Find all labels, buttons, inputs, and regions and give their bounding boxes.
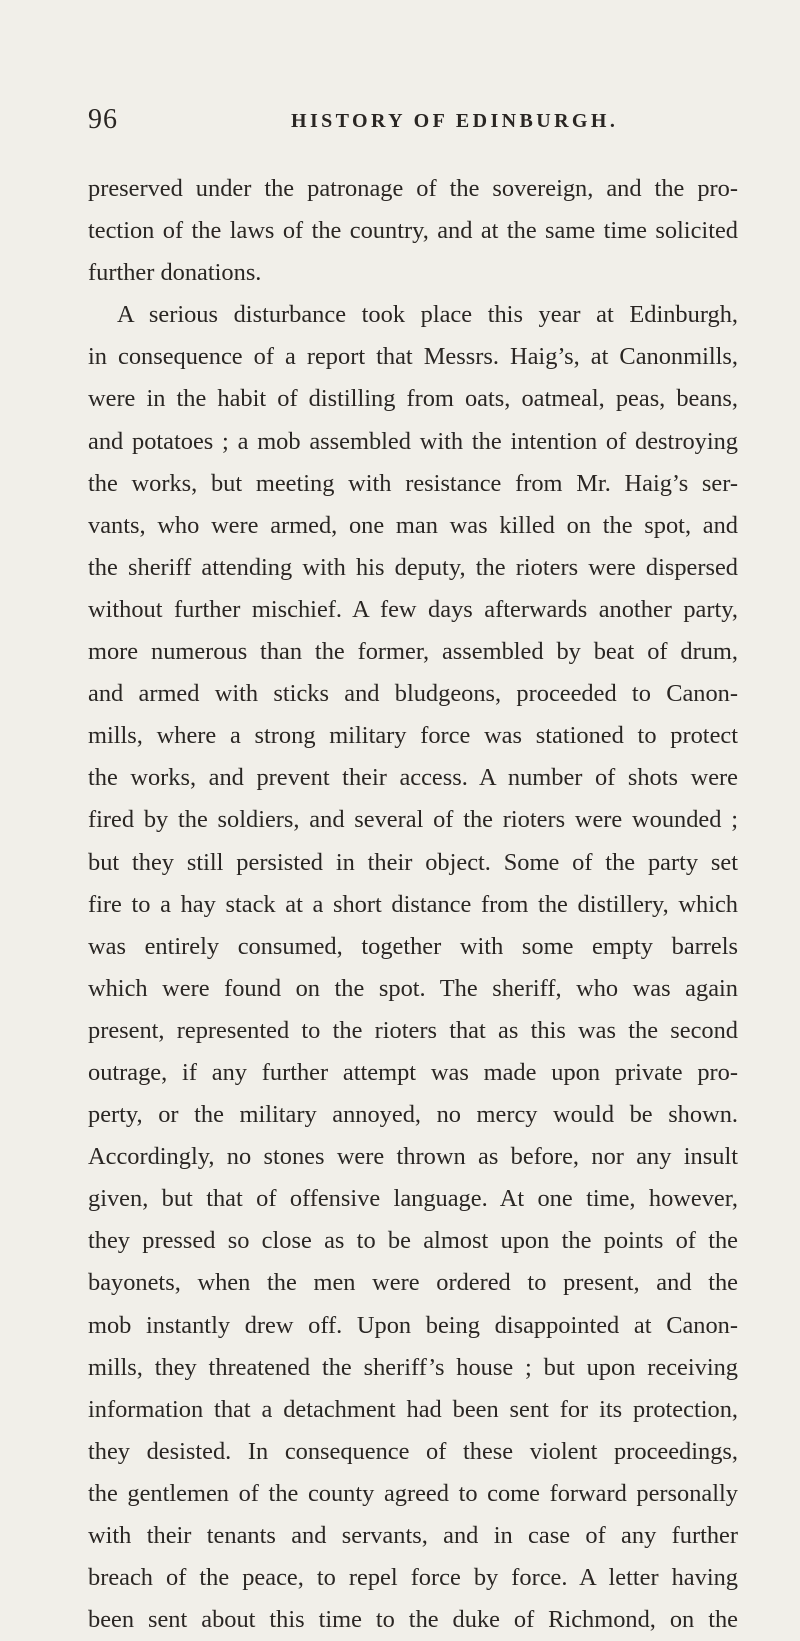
text-line: without further mischief. A few days afterwards another party,: [88, 595, 738, 623]
text-line: been sent about this time to the duke of Richmond, on the: [88, 1606, 738, 1634]
text-line: and potatoes ; a mob assembled with the intention of destroying: [88, 427, 738, 455]
page-header: [88, 104, 748, 144]
text-line: given, but that of offensive language. At one time, however,: [88, 1185, 738, 1213]
text-line: were in the habit of distilling from oats, oatmeal, peas, beans,: [88, 385, 738, 413]
running-head: HISTORY OF EDINBURGH.: [291, 110, 619, 132]
text-line: A serious disturbance took place this year at Edinburgh,: [117, 301, 738, 329]
text-line: mob instantly drew off. Upon being disappointed at Canon-: [88, 1311, 738, 1339]
text-line: was entirely consumed, together with some empty barrels: [88, 932, 738, 960]
text-line: breach of the peace, to repel force by force. A letter having: [88, 1564, 738, 1592]
text-line: present, represented to the rioters that as this was the second: [88, 1016, 738, 1044]
text-line: Accordingly, no stones were thrown as before, nor any insult: [88, 1143, 738, 1171]
text-line: they desisted. In consequence of these violent proceedings,: [88, 1437, 738, 1465]
page-number: 96: [88, 104, 118, 135]
text-line: perty, or the military annoyed, no mercy would be shown.: [88, 1101, 738, 1129]
text-line: fire to a hay stack at a short distance from the distillery, which: [88, 890, 738, 918]
text-line: which were found on the spot. The sheriff, who was again: [88, 974, 738, 1002]
text-line: the sheriff attending with his deputy, the rioters were dispersed: [88, 553, 738, 581]
text-line: the works, and prevent their access. A number of shots were: [88, 764, 738, 792]
text-line: bayonets, when the men were ordered to present, and the: [88, 1269, 738, 1297]
text-line: mills, they threatened the sheriff’s house ; but upon receiving: [88, 1353, 738, 1381]
text-line: and armed with sticks and bludgeons, proceeded to Canon-: [88, 680, 738, 708]
text-line: tection of the laws of the country, and at the same time solicited: [88, 217, 738, 245]
text-line: they pressed so close as to be almost upon the points of the: [88, 1227, 738, 1255]
text-line: the gentlemen of the county agreed to come forward personally: [88, 1479, 738, 1507]
text-line: with their tenants and servants, and in case of any further: [88, 1522, 738, 1549]
text-line: further donations.: [88, 259, 262, 287]
text-line: mills, where a strong military force was stationed to protect: [88, 722, 738, 750]
text-line: but they still persisted in their object. Some of the party set: [88, 848, 738, 876]
text-line: preserved under the patronage of the sovereign, and the pro-: [88, 175, 738, 202]
text-line: vants, who were armed, one man was killed on the spot, and: [88, 511, 738, 539]
text-line: fired by the soldiers, and several of the rioters were wounded ;: [88, 806, 738, 834]
text-line: in consequence of a report that Messrs. Haig’s, at Canonmills,: [88, 343, 738, 371]
text-line: information that a detachment had been sent for its protection,: [88, 1395, 738, 1423]
body-text: [88, 168, 738, 1641]
text-line: the works, but meeting with resistance from Mr. Haig’s ser-: [88, 469, 738, 497]
text-line: outrage, if any further attempt was made upon private pro-: [88, 1058, 738, 1086]
text-line: more numerous than the former, assembled by beat of drum,: [88, 638, 738, 666]
